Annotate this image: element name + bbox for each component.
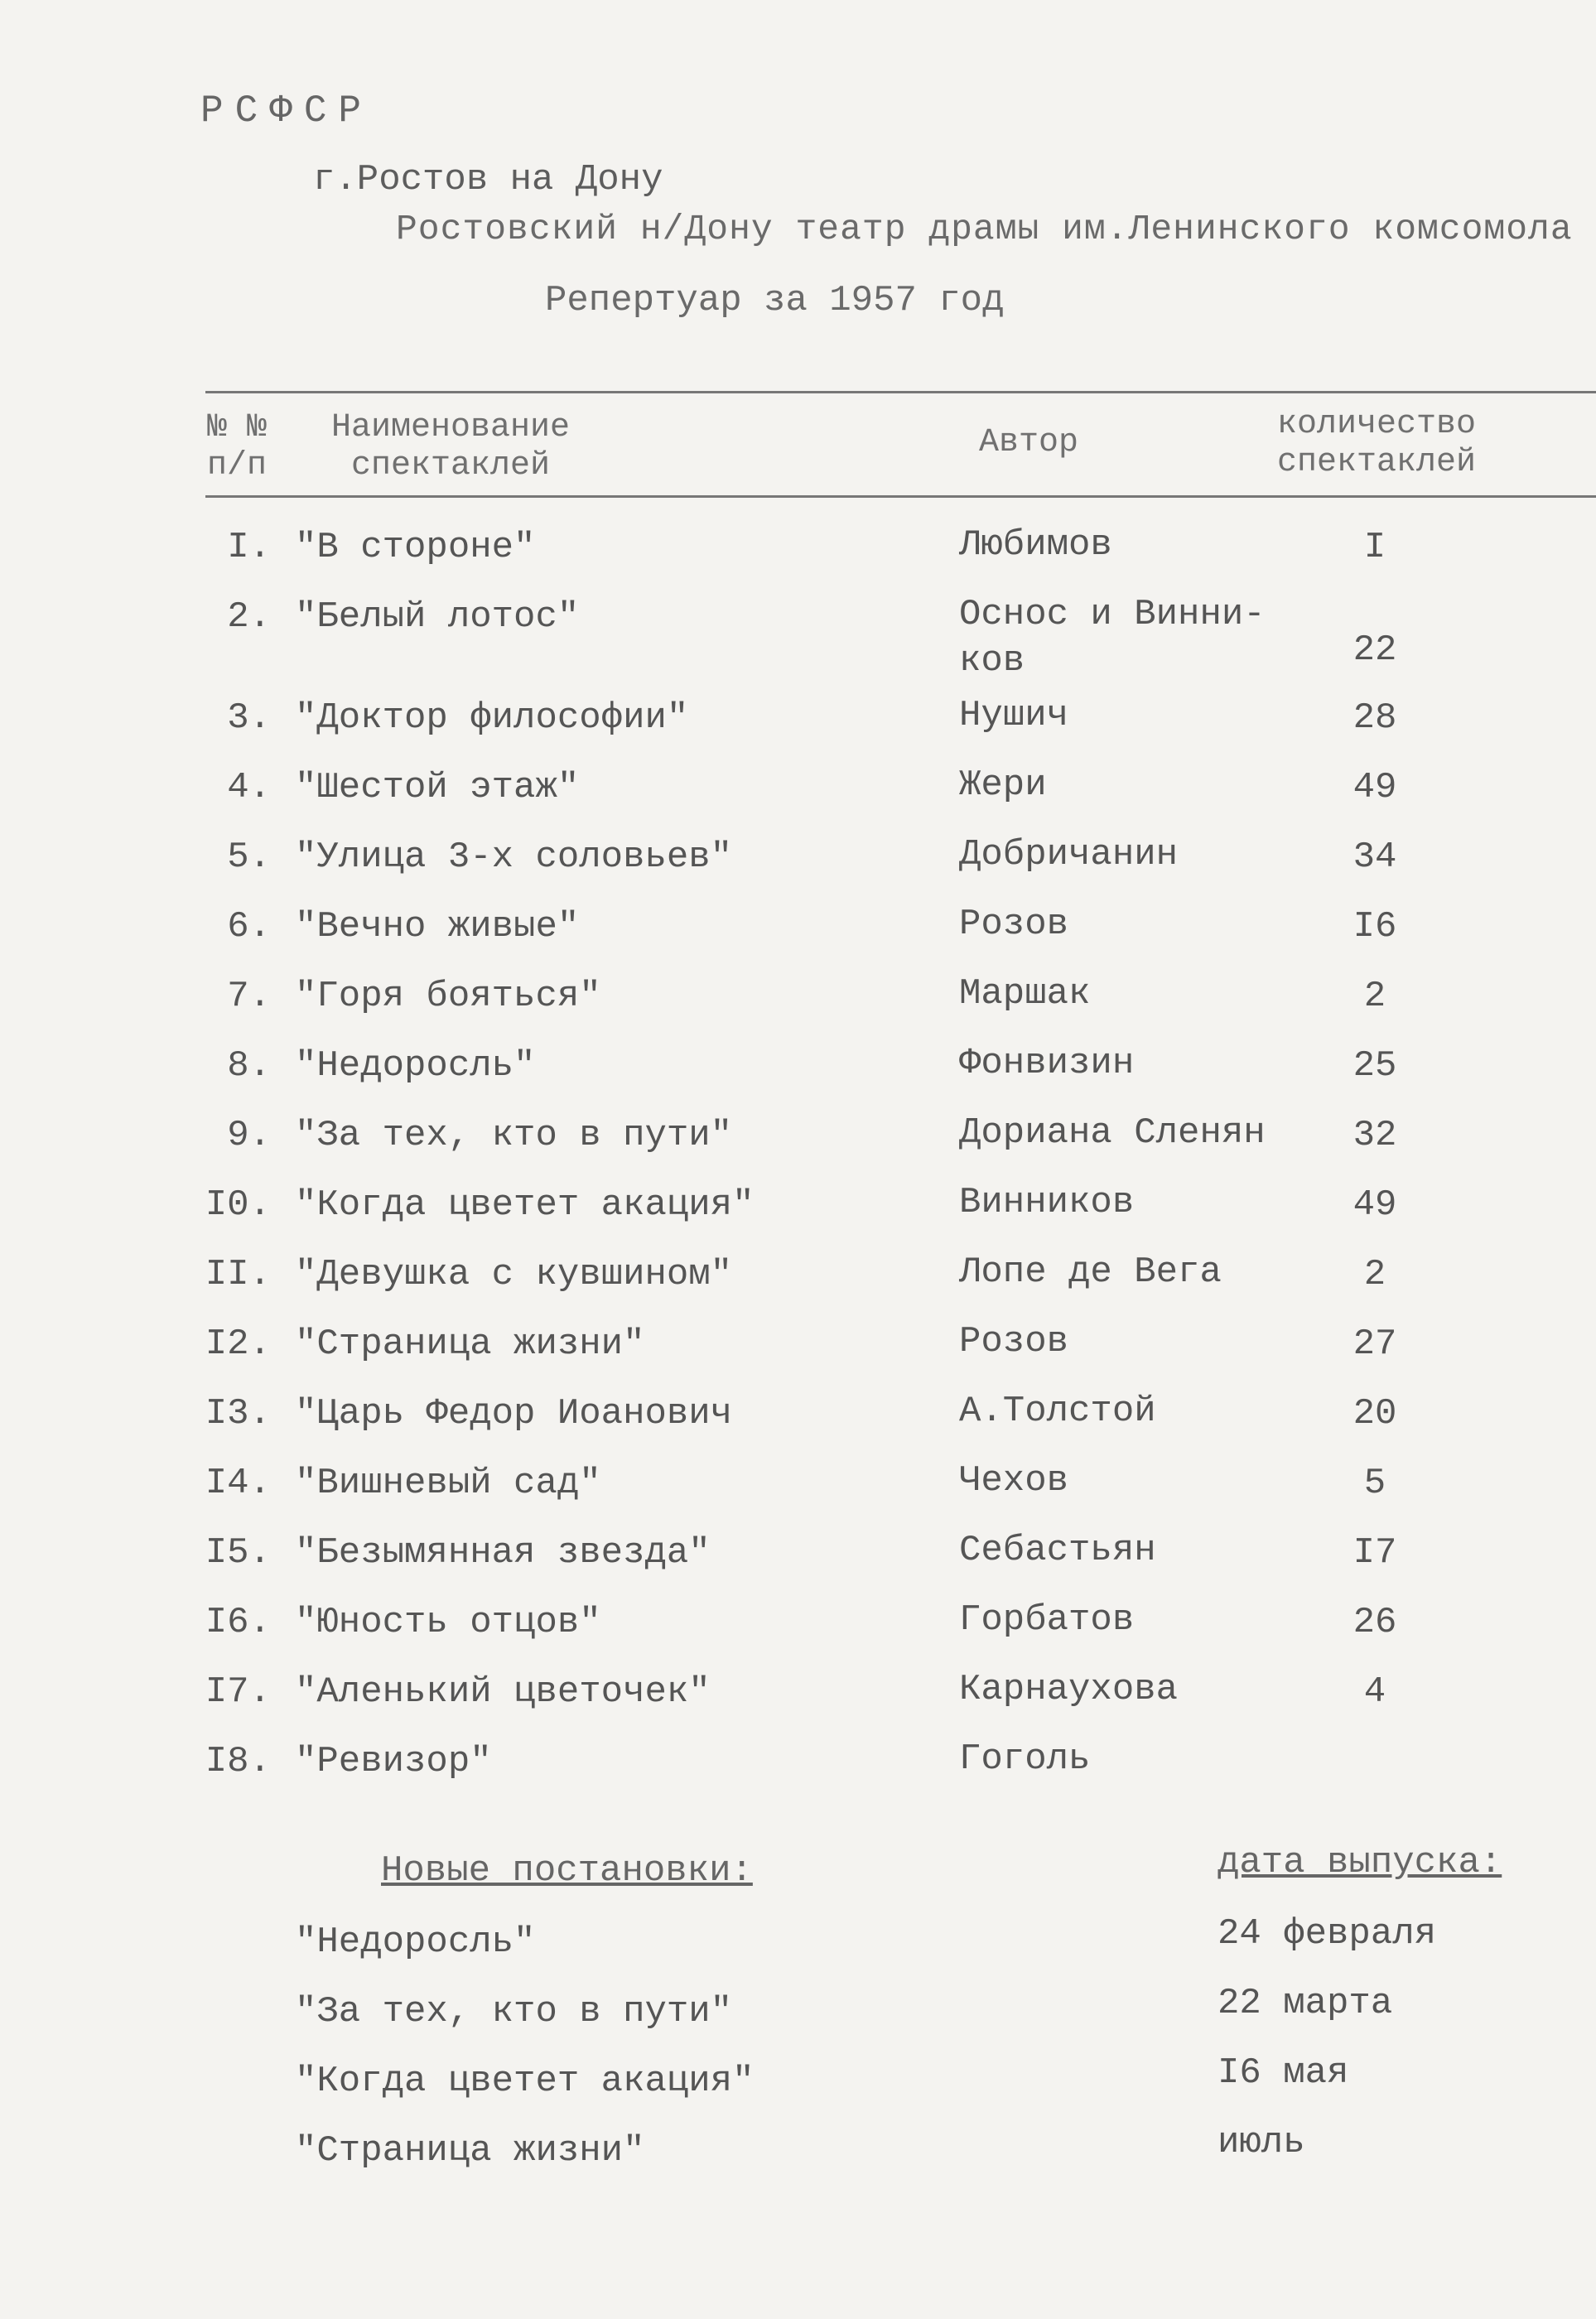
play-title: "Страница жизни" [295,1323,645,1365]
table-row [0,1184,1596,1234]
play-title: "Улица 3-х соловьев" [295,836,733,878]
performance-count: I [1363,527,1386,568]
play-title: "Шестой этаж" [295,767,580,808]
play-author: Оснос и Винни- ков [959,594,1266,682]
table-row [0,1460,1596,1512]
row-number: 3. [227,697,271,739]
performance-count: 5 [1363,1463,1386,1504]
table-row [0,594,1596,682]
play-author: А.Толстой [959,1391,1156,1432]
play-title: "Безымянная звезда" [295,1532,711,1574]
table-row [0,1671,1596,1721]
column-header-number-line2: п/п [207,447,268,485]
play-author: Маршак [959,973,1091,1015]
play-author: Лопе де Вега [959,1251,1222,1293]
row-number: I5. [205,1532,271,1574]
row-number: I3. [205,1393,271,1434]
theatre-heading: Ростовский н/Дону театр драмы им.Ленинского комсомола [396,209,1573,249]
play-title: "Девушка с кувшином" [295,1254,733,1295]
table-row [0,973,1596,1025]
performance-count: 49 [1353,767,1397,808]
row-number: I7. [205,1671,271,1713]
play-title: "В стороне" [295,527,536,568]
row-number: 9. [227,1115,271,1156]
column-header-count-line1: количество [1277,406,1477,443]
country-heading: РСФСР [200,89,374,133]
play-author: Чехов [959,1460,1069,1502]
play-title: "Белый лотос" [295,596,580,638]
table-row [0,1738,1596,1791]
column-header-count-line2: спектаклей [1277,444,1477,481]
performance-count: 20 [1353,1393,1397,1434]
play-title: "Аленький цветочек" [295,1671,711,1713]
column-header-count [1277,406,1476,482]
performance-count: 2 [1363,976,1386,1017]
row-number: I2. [205,1323,271,1365]
performance-count: 25 [1353,1045,1397,1087]
play-author: Любимов [959,524,1112,566]
play-title: "Доктор философии" [295,697,689,739]
performance-count: 28 [1353,697,1397,739]
list-item [0,1983,1596,2041]
city-heading: г.Ростов на Дону [313,159,663,200]
row-number: 2. [227,596,271,638]
table-row [0,1251,1596,1304]
row-number: 4. [227,767,271,808]
play-author: Горбатов [959,1599,1135,1641]
play-title: "Горя бояться" [295,976,601,1017]
list-item [0,2122,1596,2180]
new-production-date: 22 марта [1217,1983,1393,2024]
play-title: "Вечно живые" [295,906,580,947]
new-production-title: "За тех, кто в пути" [295,1991,733,2032]
performance-count: 26 [1353,1602,1397,1643]
play-author: Жери [959,764,1047,806]
performance-count: 22 [1353,629,1397,671]
play-author: Нушич [959,695,1069,736]
play-author: Винников [959,1182,1135,1223]
play-author: Добричанин [959,834,1179,875]
row-number: I8. [205,1741,271,1782]
table-row [0,764,1596,817]
play-author: Гоголь [959,1738,1091,1780]
play-author: Дориана Сленян [959,1112,1266,1154]
column-header-number-line1: № № [207,409,268,446]
table-row [0,697,1596,747]
performance-count: I6 [1353,906,1397,947]
table-row [0,1045,1596,1095]
play-author: Карнаухова [959,1669,1179,1710]
play-author: Фонвизин [959,1043,1135,1084]
row-number: 8. [227,1045,271,1087]
new-production-date: I6 мая [1217,2052,1349,2094]
row-number: II. [205,1254,271,1295]
table-row [0,836,1596,886]
performance-count: 49 [1353,1184,1397,1226]
table-row [0,524,1596,576]
list-item [0,2052,1596,2110]
table-top-rule [205,391,1596,393]
table-row [0,1599,1596,1651]
play-title: "Юность отцов" [295,1602,601,1643]
row-number: I0. [205,1184,271,1226]
row-number: I. [227,527,271,568]
row-number: I4. [205,1463,271,1504]
column-header-title-line1: Наименование [331,409,571,446]
table-row [0,1323,1596,1373]
row-number: 6. [227,906,271,947]
play-author: Розов [959,1321,1069,1362]
play-author: Розов [959,904,1069,945]
table-row [0,906,1596,956]
performance-count: 4 [1363,1671,1386,1713]
table-header-rule [205,495,1596,498]
release-date-heading: дата выпуска: [1217,1842,1502,1883]
new-production-date: июль [1217,2122,1305,2163]
column-header-title [331,409,570,485]
performance-count: 34 [1353,836,1397,878]
play-author: Себастьян [959,1530,1156,1571]
row-number: I6. [205,1602,271,1643]
new-production-date: 24 февраля [1217,1913,1437,1955]
performance-count: I7 [1353,1532,1397,1574]
new-productions-heading: Новые постановки: [381,1850,753,1892]
new-production-title: "Страница жизни" [295,2130,645,2172]
list-item [0,1913,1596,1971]
document-title: Репертуар за 1957 год [545,280,1005,321]
play-title: "За тех, кто в пути" [295,1115,733,1156]
play-title: "Недоросль" [295,1045,536,1087]
column-header-title-line2: спектаклей [351,447,551,485]
row-number: 7. [227,976,271,1017]
column-header-author: Автор [979,424,1079,461]
new-production-title: "Недоросль" [295,1921,536,1963]
table-row [0,1112,1596,1164]
play-title: "Когда цветет акация" [295,1184,755,1226]
row-number: 5. [227,836,271,878]
play-title: "Царь Федор Иоанович [295,1393,733,1434]
performance-count: 32 [1353,1115,1397,1156]
performance-count: 2 [1363,1254,1386,1295]
play-title: "Вишневый сад" [295,1463,601,1504]
table-row [0,1532,1596,1582]
performance-count: 27 [1353,1323,1397,1365]
new-production-title: "Когда цветет акация" [295,2061,755,2102]
column-header-number [207,409,267,485]
play-title: "Ревизор" [295,1741,492,1782]
table-row [0,1393,1596,1443]
